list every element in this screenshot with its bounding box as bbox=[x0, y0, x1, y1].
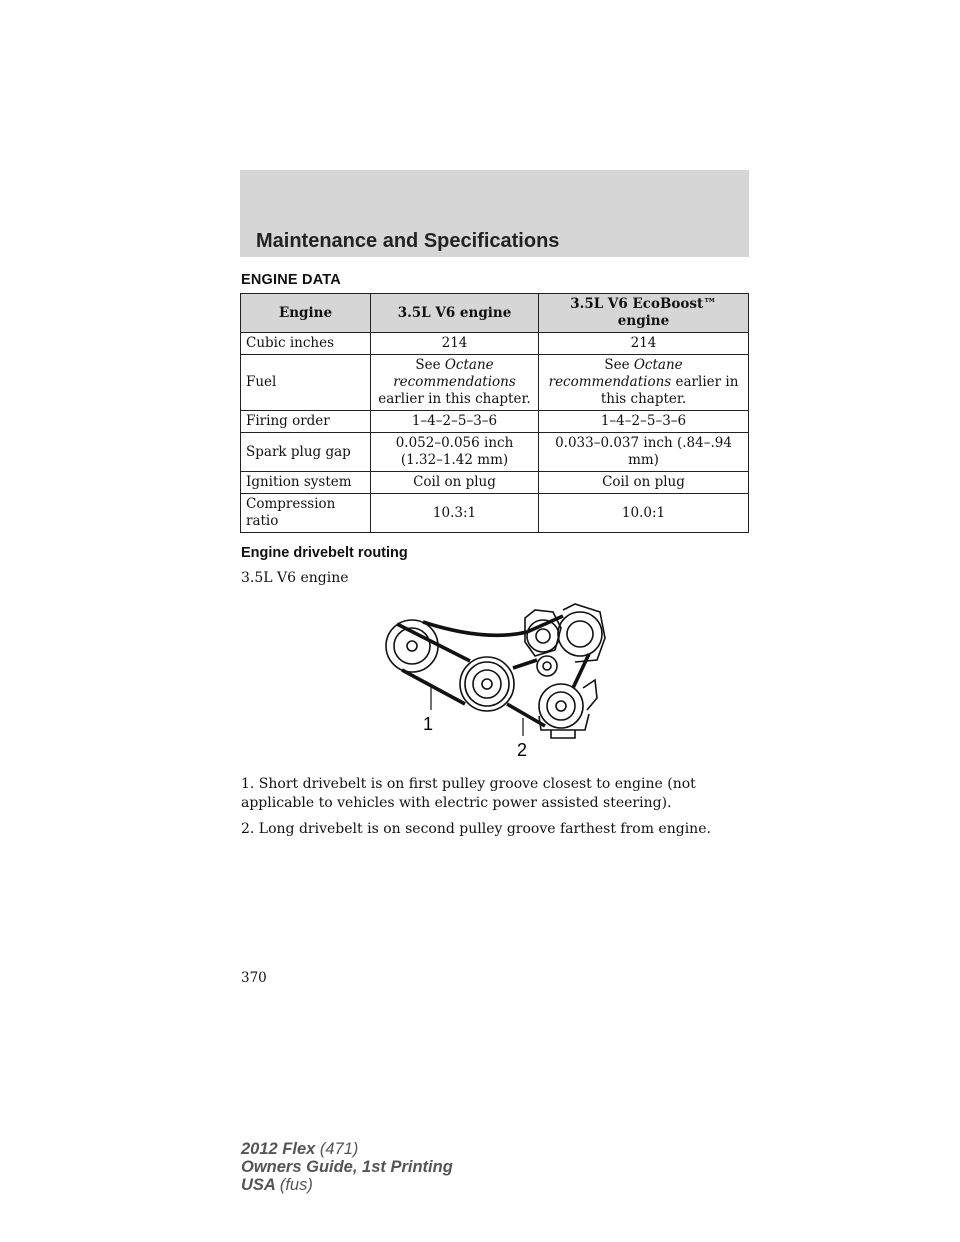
callout-1: 1 bbox=[423, 714, 434, 734]
footer-line-3 bbox=[241, 1176, 453, 1194]
pulley-idler-hub bbox=[536, 629, 550, 643]
pulley-alternator bbox=[558, 612, 602, 656]
engine-data-table bbox=[240, 293, 749, 533]
cross-reference-link: Octane recommendations bbox=[548, 357, 683, 390]
footer-line-2: Owners Guide, 1st Printing bbox=[241, 1158, 453, 1176]
footer-market-code: (fus) bbox=[279, 1176, 313, 1194]
table-cell: 214 bbox=[539, 333, 749, 355]
pulley-crank bbox=[460, 657, 514, 711]
callout-2: 2 bbox=[517, 740, 528, 760]
table-cell: 1–4–2–5–3–6 bbox=[371, 411, 539, 433]
footer-model: 2012 Flex bbox=[241, 1140, 316, 1158]
cross-reference-link: Octane recommendations bbox=[393, 357, 516, 390]
pulley-crank-hub bbox=[482, 679, 492, 689]
drivebelt-diagram bbox=[375, 598, 615, 764]
pulley-left-hub bbox=[407, 641, 417, 651]
table-cell: Coil on plug bbox=[539, 472, 749, 494]
pulley-compressor bbox=[539, 684, 583, 728]
footer-imprint bbox=[241, 1140, 453, 1194]
table-cell: Coil on plug bbox=[371, 472, 539, 494]
column-header: 3.5L V6 EcoBoost™ engine bbox=[539, 294, 749, 333]
drivebelt-note-1: 1. Short drivebelt is on first pulley groove closest to engine (not applicable to vehicles with electric power assisted steering). bbox=[241, 776, 696, 811]
pulley-alternator-inner bbox=[567, 621, 593, 647]
table-cell bbox=[371, 355, 539, 411]
pulley-crank-groove bbox=[465, 662, 509, 706]
page-number: 370 bbox=[241, 970, 267, 986]
table-cell: 0.033–0.037 inch (.84–.94 mm) bbox=[539, 433, 749, 472]
compressor-mount bbox=[539, 714, 589, 738]
cross-reference-suffix: earlier in this chapter. bbox=[600, 374, 739, 407]
table-header-row bbox=[241, 294, 749, 333]
column-header: Engine bbox=[241, 294, 371, 333]
tensioner-bracket bbox=[525, 610, 561, 656]
footer-model-code: (471) bbox=[319, 1140, 359, 1158]
table-cell: Fuel bbox=[241, 355, 371, 411]
table-row bbox=[241, 472, 749, 494]
table-row bbox=[241, 433, 749, 472]
pulley-compressor-hub bbox=[556, 701, 566, 711]
compressor-body bbox=[583, 680, 597, 710]
pulley-crank-inner bbox=[473, 670, 501, 698]
footer-market: USA bbox=[241, 1176, 276, 1194]
footer-line-1 bbox=[241, 1140, 453, 1158]
table-cell: 0.052–0.056 inch (1.32–1.42 mm) bbox=[371, 433, 539, 472]
table-cell: 1–4–2–5–3–6 bbox=[539, 411, 749, 433]
table-cell: Spark plug gap bbox=[241, 433, 371, 472]
pulley-small-idler-hub bbox=[543, 662, 551, 670]
table-cell: Cubic inches bbox=[241, 333, 371, 355]
drivebelt-caption: 3.5L V6 engine bbox=[241, 570, 349, 586]
drivebelt-title: Engine drivebelt routing bbox=[241, 545, 408, 561]
cross-reference-suffix: earlier in this chapter. bbox=[378, 391, 531, 407]
see-text: See bbox=[604, 357, 630, 373]
table-row bbox=[241, 355, 749, 411]
pulley-small-idler bbox=[537, 656, 557, 676]
table-cell: 214 bbox=[371, 333, 539, 355]
table-cell: Ignition system bbox=[241, 472, 371, 494]
table-cell bbox=[539, 355, 749, 411]
section-title: ENGINE DATA bbox=[241, 272, 341, 288]
table-cell: 10.3:1 bbox=[371, 494, 539, 533]
pulley-compressor-inner bbox=[547, 692, 575, 720]
table-row bbox=[241, 494, 749, 533]
table-cell: 10.0:1 bbox=[539, 494, 749, 533]
table-row bbox=[241, 333, 749, 355]
table-row bbox=[241, 411, 749, 433]
table-cell: Firing order bbox=[241, 411, 371, 433]
table-cell: Compression ratio bbox=[241, 494, 371, 533]
see-text: See bbox=[415, 357, 441, 373]
page-title: Maintenance and Specifications bbox=[256, 230, 560, 252]
column-header: 3.5L V6 engine bbox=[371, 294, 539, 333]
drivebelt-note-2: 2. Long drivebelt is on second pulley groove farthest from engine. bbox=[241, 821, 711, 837]
